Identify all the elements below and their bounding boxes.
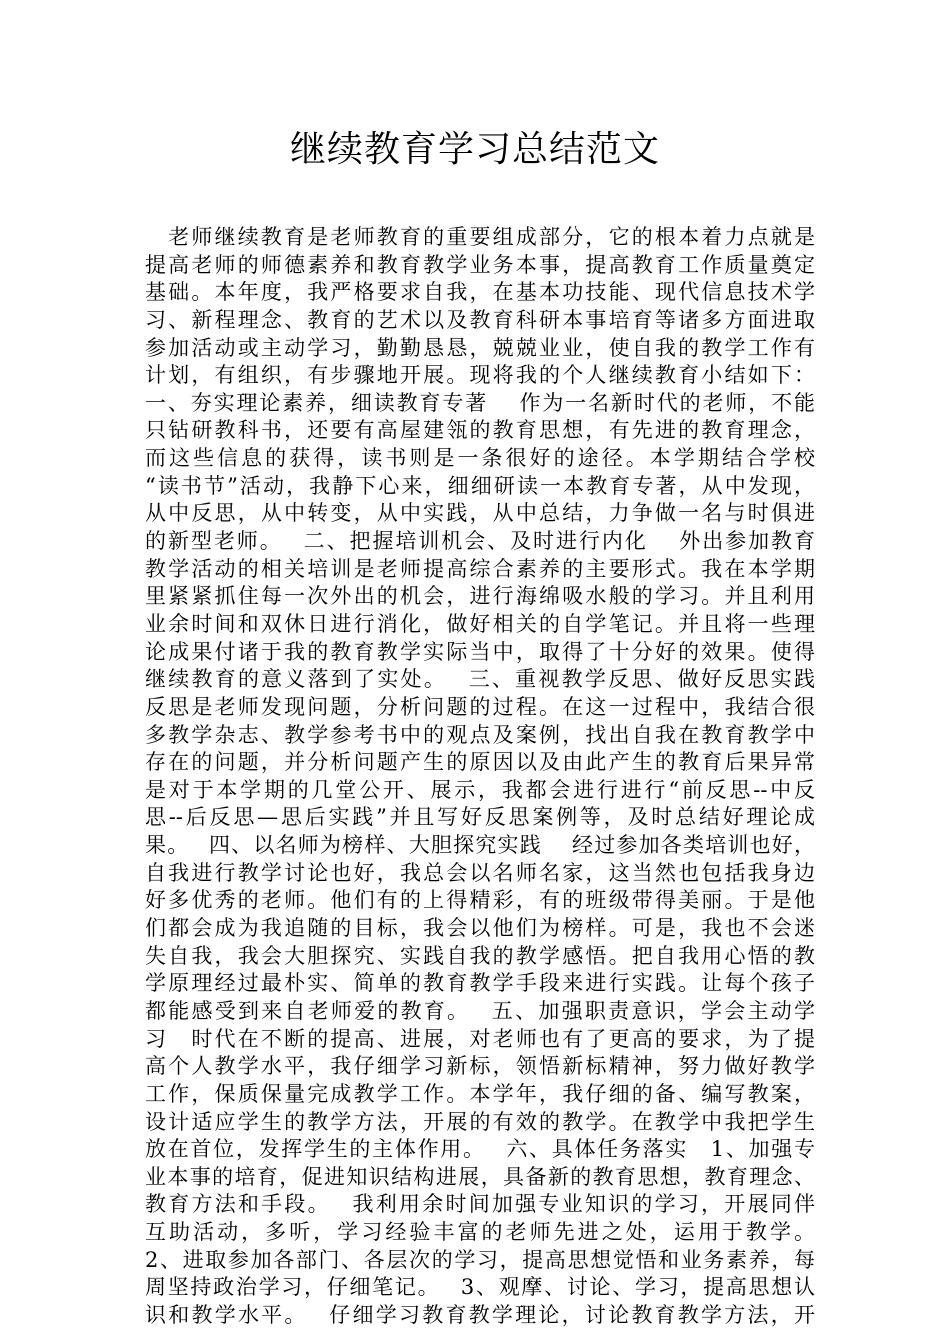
document-body	[145, 224, 815, 1330]
body-text-line: 们都会成为我追随的目标，我会以他们为榜样。可是，我也不会迷	[145, 916, 815, 941]
body-text-line: 而这些信息的获得，读书则是一条很好的途径。本学期结合学校	[145, 446, 815, 471]
body-text-line: 习 时代在不断的提高、进展，对老师也有了更高的要求，为了提	[145, 1026, 815, 1051]
body-text-line: 失自我，我会大胆探究、实践自我的教学感悟。把自我用心悟的教	[145, 943, 815, 968]
body-text-line: 计划，有组织，有步骤地开展。现将我的个人继续教育小结如下：	[145, 363, 815, 388]
body-text-line: 互助活动，多听，学习经验丰富的老师先进之处，运用于教学。	[145, 1220, 815, 1245]
body-text-line: 参加活动或主动学习，勤勤恳恳，兢兢业业，使自我的教学工作有	[145, 335, 815, 360]
body-text-line: 果。 四、以名师为榜样、大胆探究实践 经过参加各类培训也好，	[145, 833, 815, 858]
body-text-line: 学原理经过最朴实、简单的教育教学手段来进行实践。让每个孩子	[145, 971, 815, 996]
body-text-line: 论成果付诸于我的教育教学实际当中，取得了十分好的效果。使得	[145, 639, 815, 664]
body-text-line: 都能感受到来自老师爱的教育。 五、加强职责意识，学会主动学	[145, 998, 815, 1023]
body-text-line: 老师继续教育是老师教育的重要组成部分，它的根本着力点就是	[145, 225, 815, 249]
body-text-line: 从中反思，从中转变，从中实践，从中总结，力争做一名与时俱进	[145, 501, 815, 526]
body-text-line: 多教学杂志、教学参考书中的观点及案例，找出自我在教育教学中	[145, 722, 815, 747]
body-text-line: 继续教育的意义落到了实处。 三、重视教学反思、做好反思实践	[145, 667, 815, 692]
body-text-line: 提高老师的师德素养和教育教学业务本事，提高教育工作质量奠定	[145, 252, 815, 277]
body-text-line: 周坚持政治学习，仔细笔记。 3、观摩、讨论、学习，提高思想认	[145, 1275, 815, 1300]
body-text-line: 放在首位，发挥学生的主体作用。 六、具体任务落实 1、加强专	[145, 1137, 815, 1162]
document-title: 继续教育学习总结范文	[289, 129, 660, 170]
body-text-line: 设计适应学生的教学方法，开展的有效的教学。在教学中我把学生	[145, 1109, 815, 1134]
body-text-line: 存在的问题，并分析问题产生的原因以及由此产生的教育后果异常	[145, 750, 815, 775]
body-text-line: 业本事的培育，促进知识结构进展，具备新的教育思想，教育理念、	[145, 1164, 815, 1189]
body-text-line: 只钻研教科书，还要有高屋建瓴的教育思想，有先进的教育理念，	[145, 418, 815, 443]
body-text-line: “读书节”活动，我静下心来，细细研读一本教育专著，从中发现，	[145, 473, 815, 498]
body-text-line: 教学活动的相关培训是老师提高综合素养的主要形式。我在本学期	[145, 556, 815, 581]
body-text-line: 识和教学水平。 仔细学习教育教学理论，讨论教育教学方法，开	[145, 1302, 815, 1327]
body-text-line: 一、夯实理论素养，细读教育专著 作为一名新时代的老师，不能	[145, 390, 815, 415]
body-text-line: 业余时间和双休日进行消化，做好相关的自学笔记。并且将一些理	[145, 611, 815, 636]
body-text-line: 好多优秀的老师。他们有的上得精彩，有的班级带得美丽。于是他	[145, 888, 815, 913]
body-text-line: 的新型老师。 二、把握培训机会、及时进行内化 外出参加教育	[145, 529, 815, 554]
body-text-line: 自我进行教学讨论也好，我总会以名师名家，这当然也包括我身边	[145, 860, 815, 885]
body-text-line: 基础。本年度，我严格要求自我，在基本功技能、现代信息技术学	[145, 280, 815, 305]
body-text-line: 高个人教学水平，我仔细学习新标，领悟新标精神，努力做好教学	[145, 1054, 815, 1079]
body-text-line: 教育方法和手段。 我利用余时间加强专业知识的学习，开展同伴	[145, 1192, 815, 1217]
body-text-line: 2、进取参加各部门、各层次的学习，提高思想觉悟和业务素养，每	[145, 1247, 815, 1272]
body-text-line: 思--后反思—思后实践”并且写好反思案例等，及时总结好理论成	[145, 805, 815, 830]
body-text-line: 是对于本学期的几堂公开、展示，我都会进行进行“前反思--中反	[145, 777, 815, 802]
body-text-line: 工作，保质保量完成教学工作。本学年，我仔细的备、编写教案，	[145, 1081, 815, 1106]
body-text-line: 里紧紧抓住每一次外出的机会，进行海绵吸水般的学习。并且利用	[145, 584, 815, 609]
body-text-line: 习、新程理念、教育的艺术以及教育科研本事培育等诸多方面进取	[145, 307, 815, 332]
body-text-line: 反思是老师发现问题，分析问题的过程。在这一过程中，我结合很	[145, 694, 815, 719]
